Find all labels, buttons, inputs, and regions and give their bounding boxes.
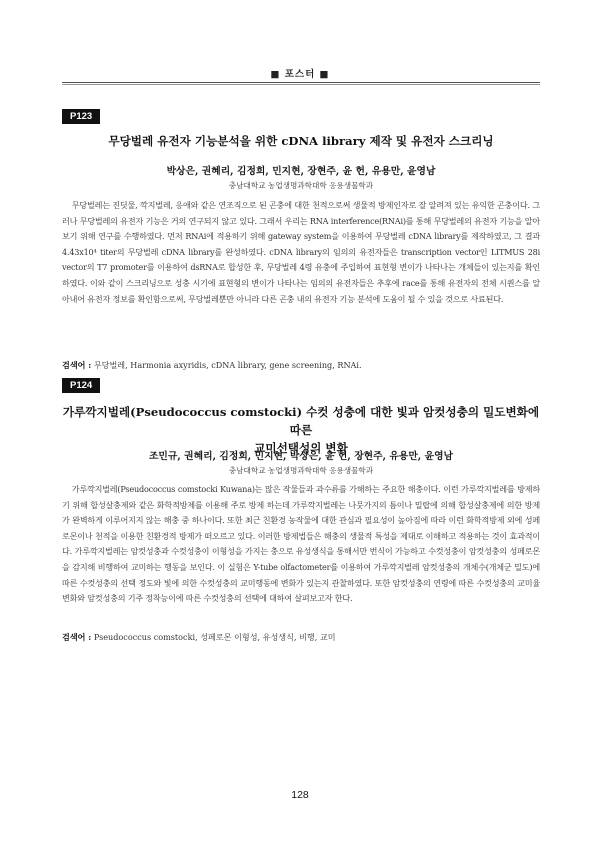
section-header: ■ 포스터 ■ <box>270 69 330 80</box>
poster-title <box>62 132 540 150</box>
poster-affiliation: 충남대학교 농업생명과학대학 응용생물학과 <box>228 466 374 475</box>
poster-abstract: 무당벌레는 진딧물, 깍지벌레, 응애와 같은 연조직으로 된 곤충에 대한 천적으로써 생물적 방제인자로 잘 알려져 있는 유익한 곤충이다. 그러나 무당벌레의 유전자 기능은 거의 연구되지 않고 있다. 그래서 우리는 RNA interference(RNAi)를 통해 무당벌레의 유전자 기능을 알아보기 위해 연구를 수행하였다. 먼저 RNAi에 적용하기 위해 gateway system을 이용하여 무당벌레 cDNA library를 제작하였고, 그 결과 4.43x10⁴ titer의 무당벌레 cDNA library를 완성하였다. cDNA library의 임의의 유전자들은 transcription vector인 LITMUS 28i vector의 T7 promoter를 이용하여 dsRNA로 합성한 후, 무당벌레 4령 유충에 주입하여 표현형 변이가 나타나는 개체들이 있는지를 확인하였다. 이와 같이 스크리닝으로 성충 시기에 표현형의 변이가 나타나는 임의의 유전자들은 추후에 race를 통해 유전자의 전체 시퀀스를 알아내어 유전자 정보를 확인함으로써, 무당벌레뿐만 아니라 다른 곤충 내의 유전자 기능 분석에 도움이 될 수 있을 것으로 사료된다. <box>62 200 540 304</box>
title-line: 가루깍지벌레(Pseudococcus comstocki) 수컷 성충에 대한 빛과 암컷성충의 밀도변화에 따른 <box>62 405 540 437</box>
poster-tag: P124 <box>62 378 100 393</box>
poster-tag: P123 <box>62 109 100 124</box>
poster-abstract: 가루깍지벌레(Pseudococcus comstocki Kuwana)는 많은 작물들과 과수류를 가해하는 주요한 해충이다. 이런 가루깍지벌레를 방제하기 위해 합성살충제와 같은 화학적방제를 이용해 주로 방제 하는데 가루깍지벌레는 나뭇가지의 틈이나 밀랍에 의해 합성살충제에 의한 방제가 완벽하게 이루어지지 않는 해충 중 하나이다. 또한 최근 친환경 농작물에 대한 관심과 필요성이 높아짐에 따라 이런 화학적방제 외에 성페로몬이나 천적을 이용한 친환경적 방제가 떠오르고 있다. 이러한 방제법들은 해충의 생물적 특성을 제대로 이해하고 적용하는 것이 효과적이다. 가루깍지벌레는 암컷성충과 수컷성충이 이형성을 가지는 충으로 유성생식을 통해서만 번식이 가능하고 수컷성충이 암컷성충의 성페로몬을 감지해 비행하여 교미하는 행동을 보인다. 이 실험은 Y-tube olfactometer를 이용하여 가루깍지벌레 암컷성충의 개체수(개체군 밀도)에 따른 수컷성충의 선택 정도와 빛에 의한 수컷성충의 교미행동에 변화가 있는지 관찰하였다. 또한 암컷성충의 연령에 따른 수컷성충의 교미율 변화와 암컷성충의 기주 정착능이에 따른 수컷성충의 선택에 대하여 살펴보고자 한다. <box>62 484 540 604</box>
poster-keywords <box>62 632 540 643</box>
title-line: 교미선택성의 변화 <box>254 441 348 455</box>
keywords-label: 검색어 : <box>62 360 92 370</box>
poster-authors: 조민규, 권혜리, 김정희, 민지현, 박상은, 윤 헌, 장현주, 유용만, 윤영남 <box>148 451 454 462</box>
header-rule-secondary <box>62 84 540 85</box>
poster-authors: 박상은, 권혜리, 김정희, 민지현, 장현주, 윤 헌, 유용만, 윤영남 <box>166 166 436 177</box>
keywords-value: 무당벌레, Harmonia axyridis, cDNA library, gene screening, RNAi. <box>93 360 362 370</box>
header-rule <box>62 82 540 83</box>
page-number: 128 <box>291 789 309 801</box>
title-line: 무당벌레 유전자 기능분석을 위한 cDNA library 제작 및 유전자 스크리닝 <box>108 134 494 148</box>
keywords-label: 검색어 : <box>62 632 92 642</box>
poster-keywords <box>62 360 540 371</box>
poster-affiliation: 충남대학교 농업생명과학대학 응용생물학과 <box>228 181 374 190</box>
keywords-value: Pseudococcus comstocki, 성페로몬 이형성, 유성생식, 비행, 교미 <box>93 632 336 642</box>
